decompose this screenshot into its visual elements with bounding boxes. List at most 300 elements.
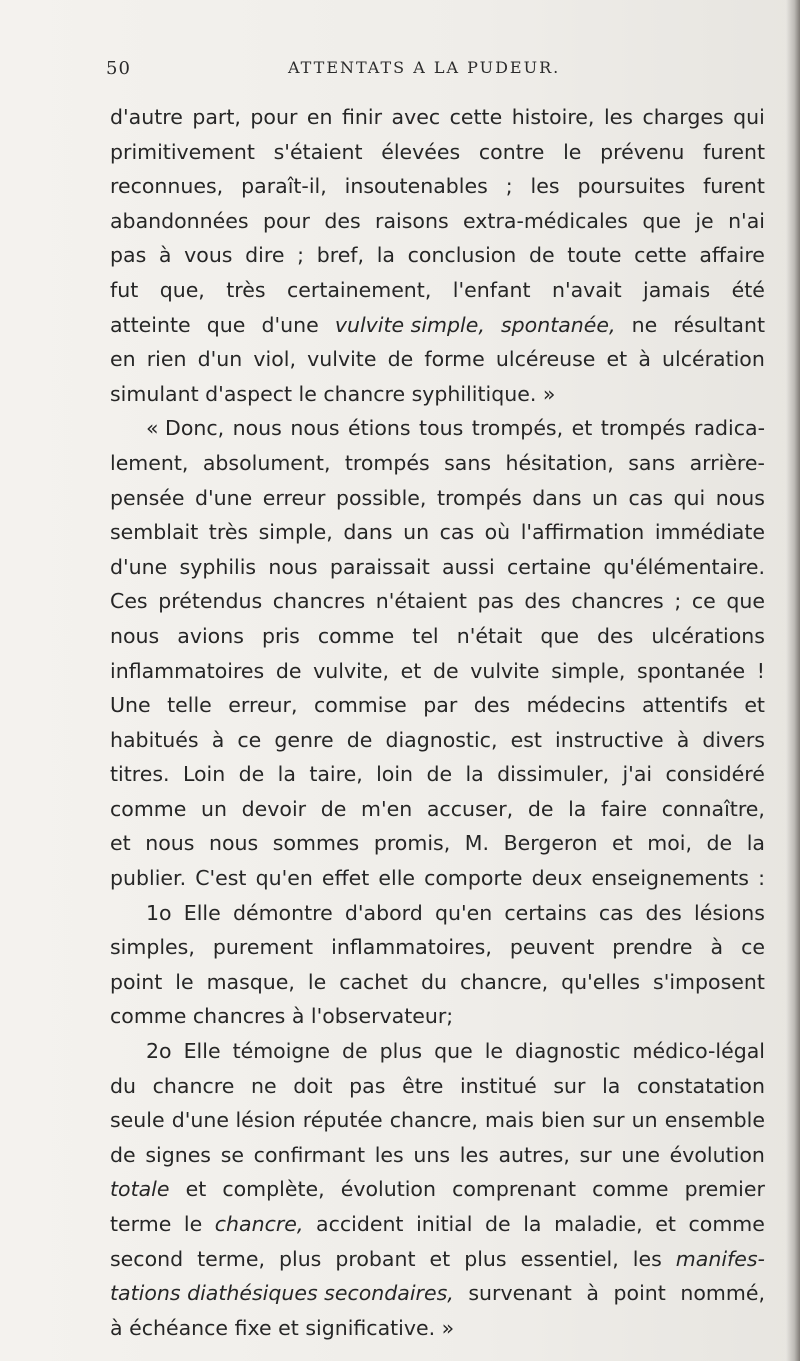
word: un — [592, 485, 619, 510]
word: témoigne — [232, 1039, 331, 1064]
word: à — [211, 727, 225, 752]
word: prévenu — [600, 139, 685, 164]
word: comme — [688, 1212, 765, 1236]
word: nous — [232, 416, 282, 441]
text-line — [110, 1103, 765, 1138]
word: ! — [756, 658, 765, 683]
text-line — [110, 377, 765, 412]
text-line — [110, 584, 765, 619]
word: nous — [145, 831, 195, 856]
word: et — [744, 693, 765, 718]
word: 1o — [146, 900, 172, 925]
word: dans — [343, 520, 393, 545]
word: pour — [262, 208, 310, 233]
word: rien — [146, 347, 187, 372]
word: chancres — [272, 589, 366, 614]
word: et — [110, 831, 131, 856]
word: d'une — [261, 312, 319, 337]
word: absolument, — [202, 450, 331, 475]
word: et — [612, 831, 633, 856]
word: bien — [541, 1108, 586, 1133]
word: l'affirmation — [520, 520, 645, 545]
word: médecins — [526, 693, 626, 718]
word: à — [710, 935, 724, 960]
word: qui — [673, 485, 706, 510]
word: ne — [250, 1073, 277, 1098]
word: vulvite, — [313, 658, 389, 683]
word: trompés, — [471, 416, 564, 441]
word: simulant — [110, 381, 199, 406]
word: abandonnées — [110, 208, 249, 233]
word: à — [586, 1281, 599, 1306]
word: d'une — [110, 554, 168, 579]
word: chancre — [323, 381, 406, 406]
word: initial — [416, 1212, 473, 1236]
text-line — [110, 446, 765, 481]
word: été — [731, 277, 765, 302]
word: significative. — [305, 1315, 436, 1340]
word: jamais — [643, 277, 711, 302]
word: premier — [684, 1177, 765, 1202]
word: moi, — [647, 831, 692, 856]
word: forme — [424, 347, 485, 372]
word: de — [485, 1212, 511, 1236]
word: autres, — [498, 1142, 570, 1167]
word: tel — [412, 623, 439, 648]
word: attentifs — [641, 693, 728, 718]
word: d'une — [195, 485, 253, 510]
word: de — [238, 762, 265, 787]
word: ; — [505, 174, 513, 199]
word: ne — [631, 312, 658, 337]
word: pensée — [110, 485, 185, 510]
word: spontanée, — [500, 312, 616, 337]
word: de — [528, 243, 555, 268]
word: ulcération — [662, 347, 765, 372]
word: avec — [391, 105, 441, 129]
word: de — [706, 831, 733, 856]
word: survenant — [468, 1281, 572, 1306]
word: élevées — [381, 139, 461, 164]
word: commise — [314, 693, 407, 718]
word: toute — [567, 243, 622, 268]
word: erreur, — [228, 693, 298, 718]
text-line — [110, 238, 765, 273]
word: médico-légal — [632, 1039, 765, 1064]
word: des — [597, 623, 634, 648]
word: enseignements — [591, 866, 749, 891]
word: sur — [592, 1108, 625, 1133]
word: dans — [532, 485, 582, 510]
word: trompés — [436, 485, 522, 510]
word: pas — [477, 589, 514, 614]
word: être — [402, 1073, 444, 1098]
running-title: ATTENTATS A LA PUDEUR. — [288, 58, 561, 77]
word: Une — [110, 693, 151, 718]
text-line — [110, 342, 765, 377]
word: tations diathésiques secondaires, — [110, 1281, 454, 1306]
word: lement, — [110, 450, 189, 475]
word: plus — [379, 1039, 423, 1064]
word: sur — [579, 1142, 612, 1167]
word: d'une lésion — [171, 1108, 296, 1133]
word: furent — [703, 174, 765, 199]
word: Elle — [183, 900, 221, 925]
text-line — [110, 135, 765, 170]
word: vulvite — [470, 658, 540, 683]
word: l'observateur; — [310, 1004, 454, 1029]
word: seule — [110, 1108, 165, 1133]
word: promis, — [373, 831, 451, 856]
word: du — [420, 969, 447, 994]
text-line — [110, 515, 765, 550]
word: la — [376, 243, 395, 268]
word: qu'elles — [561, 969, 641, 994]
word: nous — [290, 416, 340, 441]
word: poursuites — [577, 174, 686, 199]
word: le — [307, 969, 327, 994]
word: de — [426, 762, 453, 787]
word: en — [110, 347, 136, 372]
word: la — [465, 762, 484, 787]
word: le — [563, 139, 582, 164]
word: pas — [110, 243, 147, 268]
word: cas — [439, 520, 475, 545]
word: et — [429, 1246, 451, 1271]
word: le — [175, 969, 194, 994]
word: comme — [592, 1177, 669, 1202]
word: de — [527, 796, 554, 821]
word: évolution — [340, 1177, 436, 1202]
word: nous — [209, 831, 259, 856]
word: hésitation, — [505, 450, 614, 475]
word: paraît-il, — [241, 174, 327, 199]
word: vulvite simple, — [334, 312, 485, 337]
text-line — [110, 1034, 765, 1069]
word: diagnostic, — [385, 727, 498, 752]
word: charges — [642, 105, 724, 129]
word: la — [746, 831, 765, 856]
word: simple, — [258, 520, 333, 545]
word: pris — [261, 623, 300, 648]
word: essentiel, — [520, 1246, 619, 1271]
text-line — [110, 896, 765, 931]
word: inflammatoires — [110, 658, 265, 683]
word: Elle — [183, 1039, 221, 1064]
word: telle — [167, 693, 212, 718]
word: qu'élémentaire. — [603, 554, 765, 579]
word: d'un — [197, 347, 243, 372]
word: doit — [293, 1073, 333, 1098]
word: conclusion — [407, 243, 517, 268]
word: échéance — [129, 1315, 229, 1340]
word: devoir — [241, 796, 307, 821]
word: vulvite — [307, 347, 377, 372]
word: se — [220, 1142, 244, 1167]
word: probant — [335, 1246, 416, 1271]
text-line — [110, 481, 765, 516]
word: qui — [733, 105, 765, 129]
word: maladie, — [554, 1212, 643, 1236]
word: comme — [317, 623, 395, 648]
word: vous — [184, 243, 233, 268]
word: complète, — [222, 1177, 325, 1202]
word: » — [441, 1315, 455, 1340]
word: dire — [245, 243, 285, 268]
word: divers — [702, 727, 765, 752]
word: immédiate — [654, 520, 765, 545]
word: plus — [278, 1246, 322, 1271]
word: cette — [634, 243, 687, 268]
word: trompés — [600, 416, 686, 441]
word: que — [642, 208, 681, 233]
word: genre — [274, 727, 334, 752]
word: elle — [378, 866, 416, 891]
word: affaire — [699, 243, 765, 268]
word: la — [277, 762, 296, 787]
word: en — [306, 105, 333, 129]
word: peuvent — [509, 935, 595, 960]
word: les — [603, 105, 633, 129]
word: chancre, — [389, 1108, 478, 1133]
word: et — [400, 658, 422, 683]
word: trompés — [344, 450, 430, 475]
text-line — [110, 1207, 765, 1242]
word: cas — [628, 485, 664, 510]
word: : — [758, 866, 765, 891]
word: des — [645, 900, 682, 925]
text-line — [110, 1069, 765, 1104]
word: plus — [464, 1246, 507, 1271]
word: totale — [110, 1177, 170, 1202]
word: furent — [703, 139, 765, 164]
text-line — [110, 1242, 765, 1277]
word: extra-médicales — [463, 208, 628, 233]
word: une — [621, 1142, 660, 1167]
word: que — [726, 589, 765, 614]
word: institué — [459, 1073, 537, 1098]
word: pour — [250, 105, 298, 129]
word: la — [602, 1073, 621, 1098]
word: le — [484, 1039, 503, 1064]
word: second — [110, 1246, 184, 1271]
word: Bergeron — [503, 831, 598, 856]
word: nous — [110, 623, 160, 648]
word: finir — [342, 105, 383, 129]
word: les — [374, 1142, 404, 1167]
word: comprenant — [452, 1177, 577, 1202]
word: simples, — [110, 935, 195, 960]
text-line — [110, 619, 765, 654]
word: possible, — [335, 485, 427, 510]
word: des — [324, 208, 361, 233]
word: s'imposent — [653, 969, 765, 994]
word: n'étaient — [375, 589, 467, 614]
body-text — [110, 100, 765, 1345]
word: connaître, — [661, 796, 765, 821]
word: que — [434, 1039, 473, 1064]
word: lésions — [694, 900, 765, 925]
word: de — [275, 658, 302, 683]
word: taire, — [309, 762, 363, 787]
word: la — [568, 796, 587, 821]
text-line — [110, 308, 765, 343]
word: sans — [628, 450, 676, 475]
word: ; — [674, 589, 682, 614]
word: point — [613, 1281, 666, 1306]
word: ulcéreuse — [495, 347, 596, 372]
word: terme — [110, 1212, 172, 1236]
word: erreur — [262, 485, 326, 510]
word: tous — [419, 416, 464, 441]
word: étions — [348, 416, 411, 441]
word: accident — [316, 1212, 404, 1236]
word: un — [201, 796, 228, 821]
word: uns — [413, 1142, 451, 1167]
word: constatation — [637, 1073, 765, 1098]
word: des — [473, 693, 511, 718]
word: d'abord — [344, 900, 423, 925]
word: accuser, — [426, 796, 514, 821]
word: ce — [237, 727, 262, 752]
word: chancres — [192, 1004, 286, 1029]
word: certainement, — [287, 277, 432, 302]
word: sur — [553, 1073, 586, 1098]
text-line — [110, 930, 765, 965]
word: C'est — [195, 866, 247, 891]
text-line — [110, 861, 765, 896]
word: nous — [268, 554, 318, 579]
word: point — [110, 969, 163, 994]
word: confirmant — [253, 1142, 366, 1167]
word: résultant — [673, 312, 765, 337]
text-line — [110, 757, 765, 792]
word: comporte — [424, 866, 523, 891]
word: purement — [212, 935, 314, 960]
word: qu'en — [434, 900, 493, 925]
word: signes — [145, 1142, 211, 1167]
word: les — [530, 174, 560, 199]
word: certains — [504, 900, 587, 925]
word: de — [432, 658, 459, 683]
text-line — [110, 1138, 765, 1173]
word: diagnostic — [515, 1039, 621, 1064]
word: loin — [376, 762, 414, 787]
word: à — [676, 727, 690, 752]
word: considéré — [665, 762, 765, 787]
text-line — [110, 273, 765, 308]
word: histoire, — [511, 105, 595, 129]
word: atteinte — [110, 312, 191, 337]
word: nommé, — [680, 1281, 765, 1306]
word: le — [298, 381, 317, 406]
word: je — [695, 208, 714, 233]
text-line — [110, 411, 765, 446]
word: aussi — [442, 554, 495, 579]
word: bref, — [316, 243, 365, 268]
word: qu'en — [255, 866, 313, 891]
text-line — [110, 826, 765, 861]
word: un — [631, 1108, 658, 1133]
word: d'aspect — [205, 381, 292, 406]
word: à — [110, 1315, 123, 1340]
word: primitivement — [110, 139, 255, 164]
word: ce — [741, 935, 765, 960]
word: à — [158, 243, 172, 268]
word: où — [484, 520, 511, 545]
word: publier. — [110, 866, 187, 891]
word: ulcérations — [651, 623, 765, 648]
word: et — [655, 1212, 676, 1236]
word: de — [387, 347, 414, 372]
word: j'ai — [622, 762, 653, 787]
word: sommes — [272, 831, 360, 856]
word: chancres — [571, 589, 664, 614]
text-line — [110, 550, 765, 585]
word: inflammatoires, — [331, 935, 492, 960]
word: faire — [601, 796, 648, 821]
text-line — [110, 204, 765, 239]
text-line — [110, 169, 765, 204]
word: la — [523, 1212, 542, 1236]
word: chancre — [152, 1073, 235, 1098]
word: titres. — [110, 762, 170, 787]
word: par — [423, 693, 458, 718]
word: ensemble — [664, 1108, 765, 1133]
word: l'enfant — [452, 277, 531, 302]
word: manifes- — [675, 1246, 765, 1271]
word: et — [606, 347, 628, 372]
word: cachet — [339, 969, 408, 994]
word: n'ai — [728, 208, 765, 233]
word: de — [320, 796, 347, 821]
text-line — [110, 792, 765, 827]
word: viol, — [253, 347, 296, 372]
word: comme — [110, 1004, 187, 1029]
word: que — [540, 623, 579, 648]
word: s'étaient — [273, 139, 363, 164]
word: de — [110, 1142, 136, 1167]
word: arrière- — [689, 450, 765, 475]
word: à — [291, 1004, 305, 1029]
word: fut — [110, 277, 139, 302]
word: est — [510, 727, 542, 752]
text-line — [110, 723, 765, 758]
text-line — [110, 688, 765, 723]
word: les — [459, 1142, 489, 1167]
word: syphilis — [179, 554, 257, 579]
word: spontanée — [637, 658, 746, 683]
word: Loin — [182, 762, 226, 787]
word: évolution — [669, 1142, 765, 1167]
word: d'autre — [110, 105, 183, 129]
word: dissimuler, — [497, 762, 610, 787]
word: le — [183, 1212, 203, 1236]
text-line — [110, 100, 765, 135]
word: très — [226, 277, 266, 302]
word: habitués — [110, 727, 199, 752]
word: chancre, — [214, 1212, 304, 1236]
word: démontre — [232, 900, 333, 925]
word: M. — [464, 831, 489, 856]
word: « Donc, — [146, 416, 225, 441]
word: à — [638, 347, 651, 372]
word: m'en — [361, 796, 413, 821]
text-line — [110, 1172, 765, 1207]
page-number: 50 — [106, 58, 131, 79]
word: que — [206, 312, 246, 337]
word: 2o — [146, 1039, 172, 1064]
